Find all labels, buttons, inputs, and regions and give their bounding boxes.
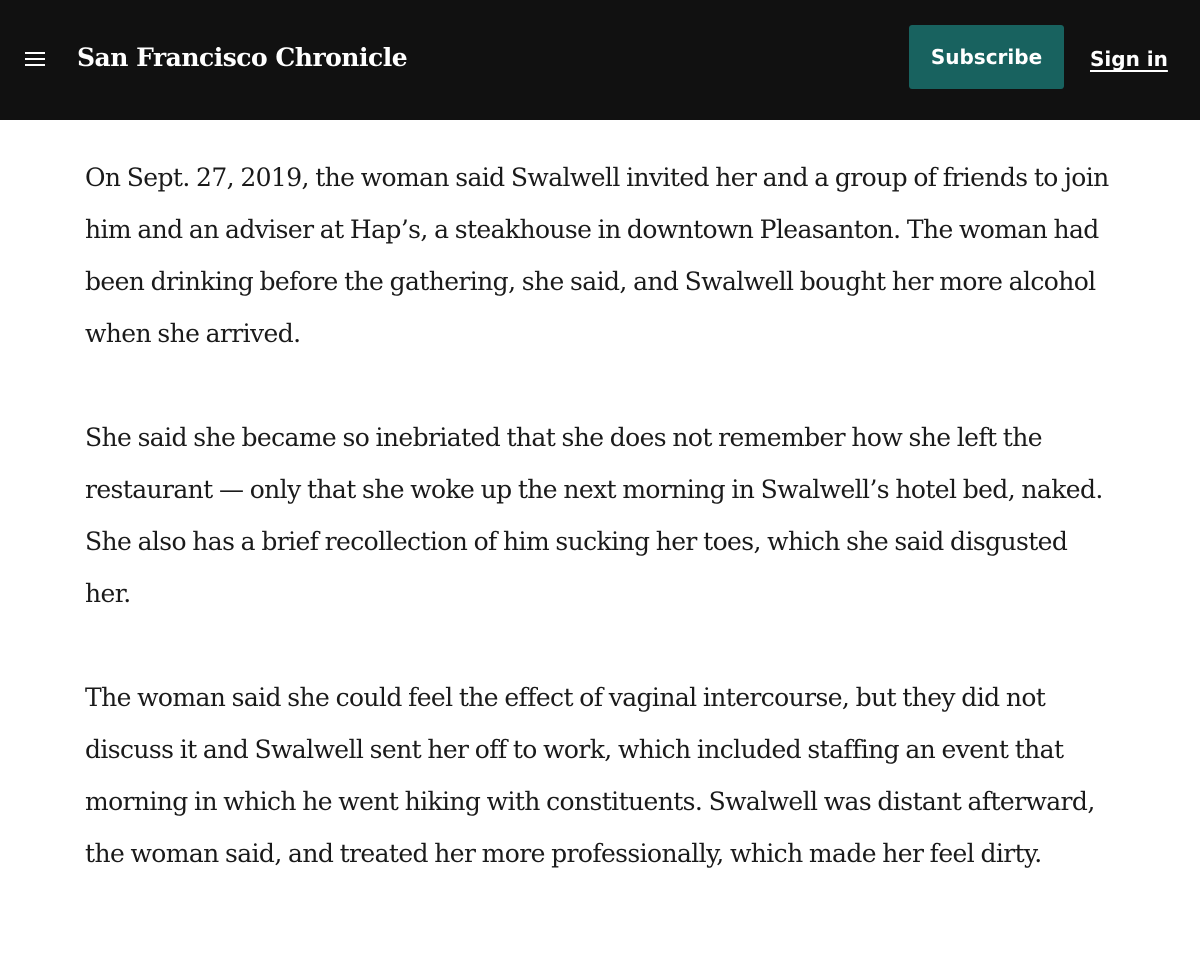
article-paragraph: The woman said she could feel the effect of vaginal intercourse, but they did not discuss it and Swalwell sent her off to work, which included staffing an event that morning in which he went hiking with constituents. Swalwell was distant afterward, the woman said, and treated her more professionally, which made her feel dirty. — [85, 683, 1095, 868]
hamburger-menu-icon[interactable] — [25, 52, 45, 66]
sign-in-link[interactable]: Sign in — [1090, 47, 1168, 71]
article-paragraph: On Sept. 27, 2019, the woman said Swalwell invited her and a group of friends to join him and an adviser at Hap’s, a steakhouse in downtown Pleasanton. The woman had been drinking before the gathering, she said, and Swalwell bought her more alcohol when she arrived. — [85, 163, 1109, 348]
article-body — [85, 152, 1115, 932]
subscribe-button[interactable]: Subscribe — [909, 25, 1064, 89]
top-navigation-bar — [0, 0, 1200, 120]
article-paragraph: She said she became so inebriated that she does not remember how she left the restaurant — only that she woke up the next morning in Swalwell’s hotel bed, naked. She also has a brief recollection of him sucking her toes, which she said disgusted her. — [85, 423, 1103, 608]
site-logo[interactable]: San Francisco Chronicle — [77, 43, 408, 72]
